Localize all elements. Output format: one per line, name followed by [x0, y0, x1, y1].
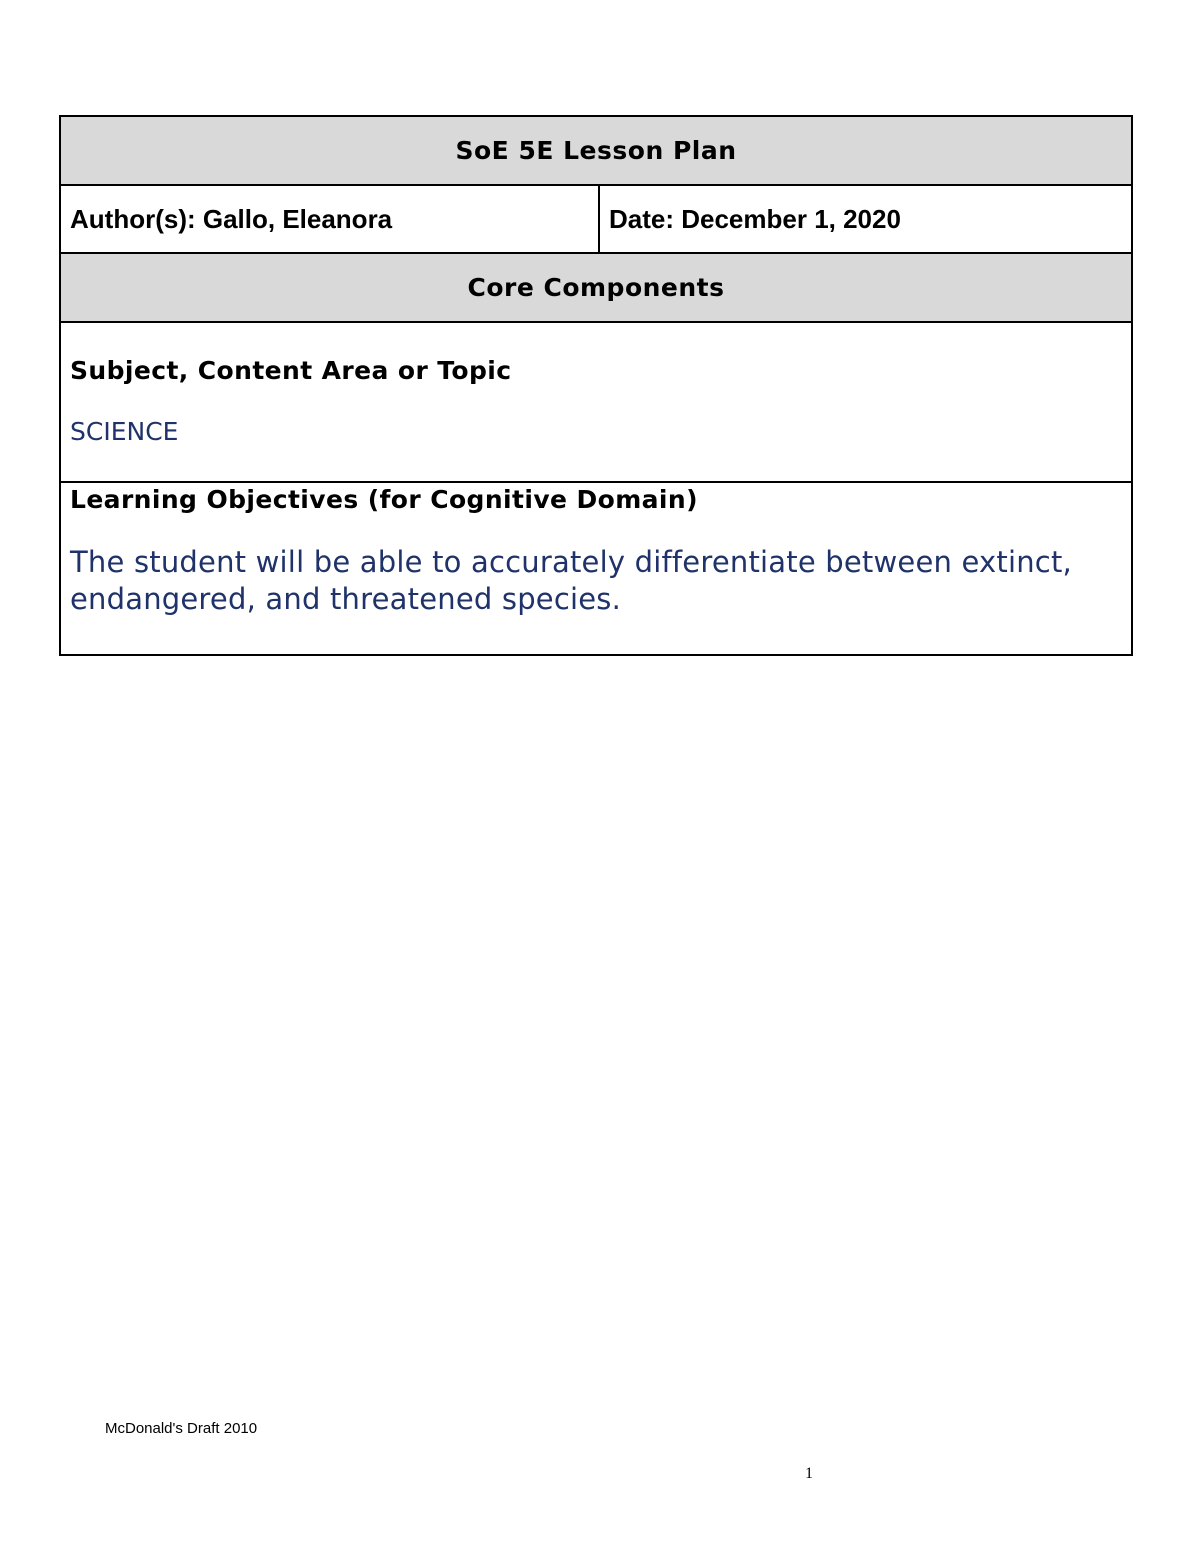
subject-cell	[60, 322, 1132, 482]
meta-row	[60, 185, 1132, 253]
learning-objectives-cell	[60, 482, 1132, 655]
learning-objectives-row	[60, 482, 1132, 655]
page-number: 1	[805, 1465, 813, 1482]
subject-heading: Subject, Content Area or Topic	[70, 356, 512, 385]
core-components-heading: Core Components	[60, 253, 1132, 322]
core-components-row	[60, 253, 1132, 322]
title-row	[60, 116, 1132, 185]
subject-value: SCIENCE	[70, 417, 179, 446]
document-title: SoE 5E Lesson Plan	[60, 116, 1132, 185]
date-cell: Date: December 1, 2020	[599, 185, 1132, 253]
learning-objectives-heading: Learning Objectives (for Cognitive Domain)	[70, 485, 698, 514]
lesson-plan-table	[59, 115, 1133, 656]
footer-note: McDonald's Draft 2010	[105, 1420, 258, 1437]
learning-objective-text: The student will be able to accurately differentiate between extinct, endangered, and threatened species.	[70, 545, 1072, 616]
author-cell: Author(s): Gallo, Eleanora	[60, 185, 599, 253]
subject-row	[60, 322, 1132, 482]
